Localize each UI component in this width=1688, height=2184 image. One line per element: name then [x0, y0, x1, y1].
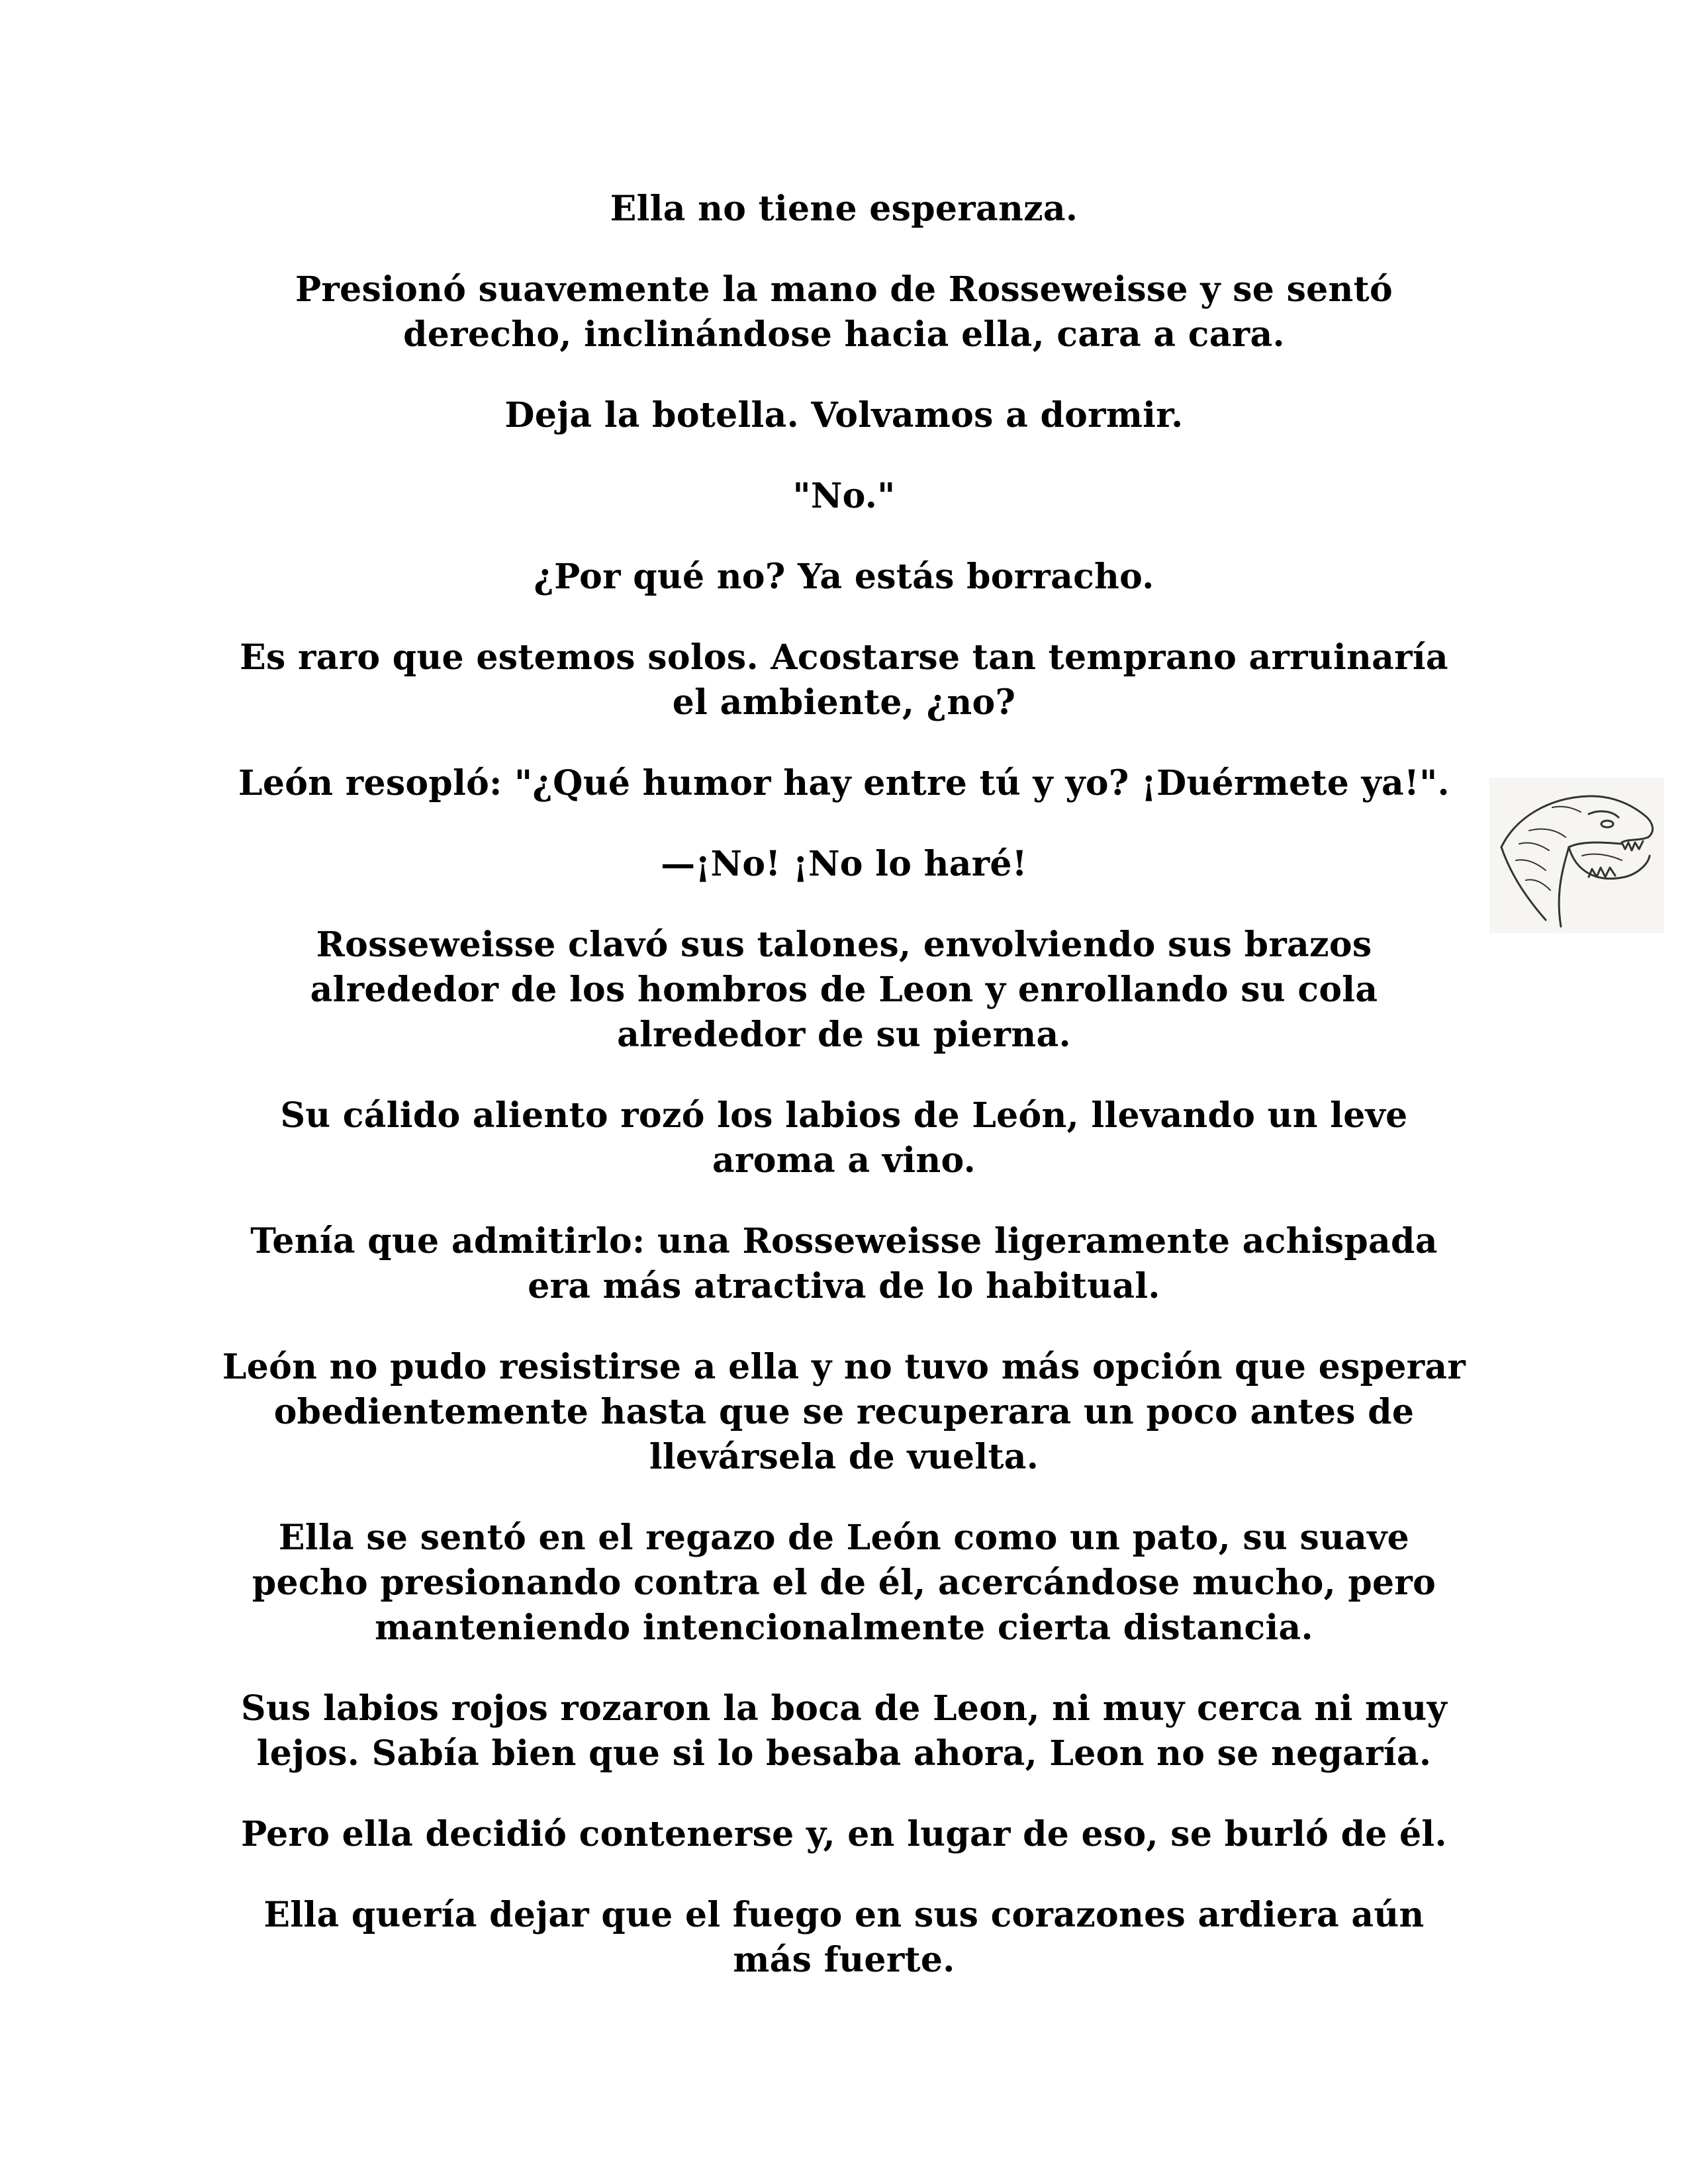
- paragraph-5: ¿Por qué no? Ya estás borracho.: [534, 557, 1154, 597]
- paragraph-3: Deja la botella. Volvamos a dormir.: [504, 395, 1184, 435]
- paragraph-11: Tenía que admitirlo: una Rosseweisse ligeramente achispada era más atractiva de lo habitual.: [250, 1221, 1438, 1306]
- paragraph-15: Pero ella decidió contenerse y, en lugar de eso, se burló de él.: [241, 1814, 1447, 1854]
- paragraph-2: Presionó suavemente la mano de Rosseweisse y se sentó derecho, inclinándose hacia ella, cara a cara.: [295, 269, 1393, 355]
- paragraph-16: Ella quería dejar que el fuego en sus corazones ardiera aún más fuerte.: [263, 1895, 1425, 1980]
- paragraph-1: Ella no tiene esperanza.: [610, 189, 1078, 229]
- paragraph-9: Rosseweisse clavó sus talones, envolviendo sus brazos alrededor de los hombros de Leon y enrollando su cola alrededor de su pierna.: [310, 925, 1378, 1055]
- paragraph-6: Es raro que estemos solos. Acostarse tan temprano arruinaría el ambiente, ¿no?: [240, 637, 1448, 723]
- dinosaur-sketch-icon: [1489, 778, 1664, 933]
- body-text: [218, 187, 1470, 2019]
- paragraph-14: Sus labios rojos rozaron la boca de Leon, ni muy cerca ni muy lejos. Sabía bien que si lo besaba ahora, Leon no se negaría.: [241, 1688, 1447, 1774]
- paragraph-4: "No.": [792, 476, 896, 516]
- paragraph-12: León no pudo resistirse a ella y no tuvo más opción que esperar obedientemente hasta que se recuperara un poco antes de llevársela de vuelta.: [222, 1347, 1466, 1477]
- paragraph-8: —¡No! ¡No lo haré!: [661, 844, 1027, 884]
- paragraph-7: León resopló: "¿Qué humor hay entre tú y yo? ¡Duérmete ya!".: [238, 763, 1450, 803]
- paragraph-10: Su cálido aliento rozó los labios de León, llevando un leve aroma a vino.: [280, 1095, 1408, 1181]
- paragraph-13: Ella se sentó en el regazo de León como un pato, su suave pecho presionando contra el de él, acercándose mucho, pero manteniendo intencionalmente cierta distancia.: [252, 1518, 1436, 1648]
